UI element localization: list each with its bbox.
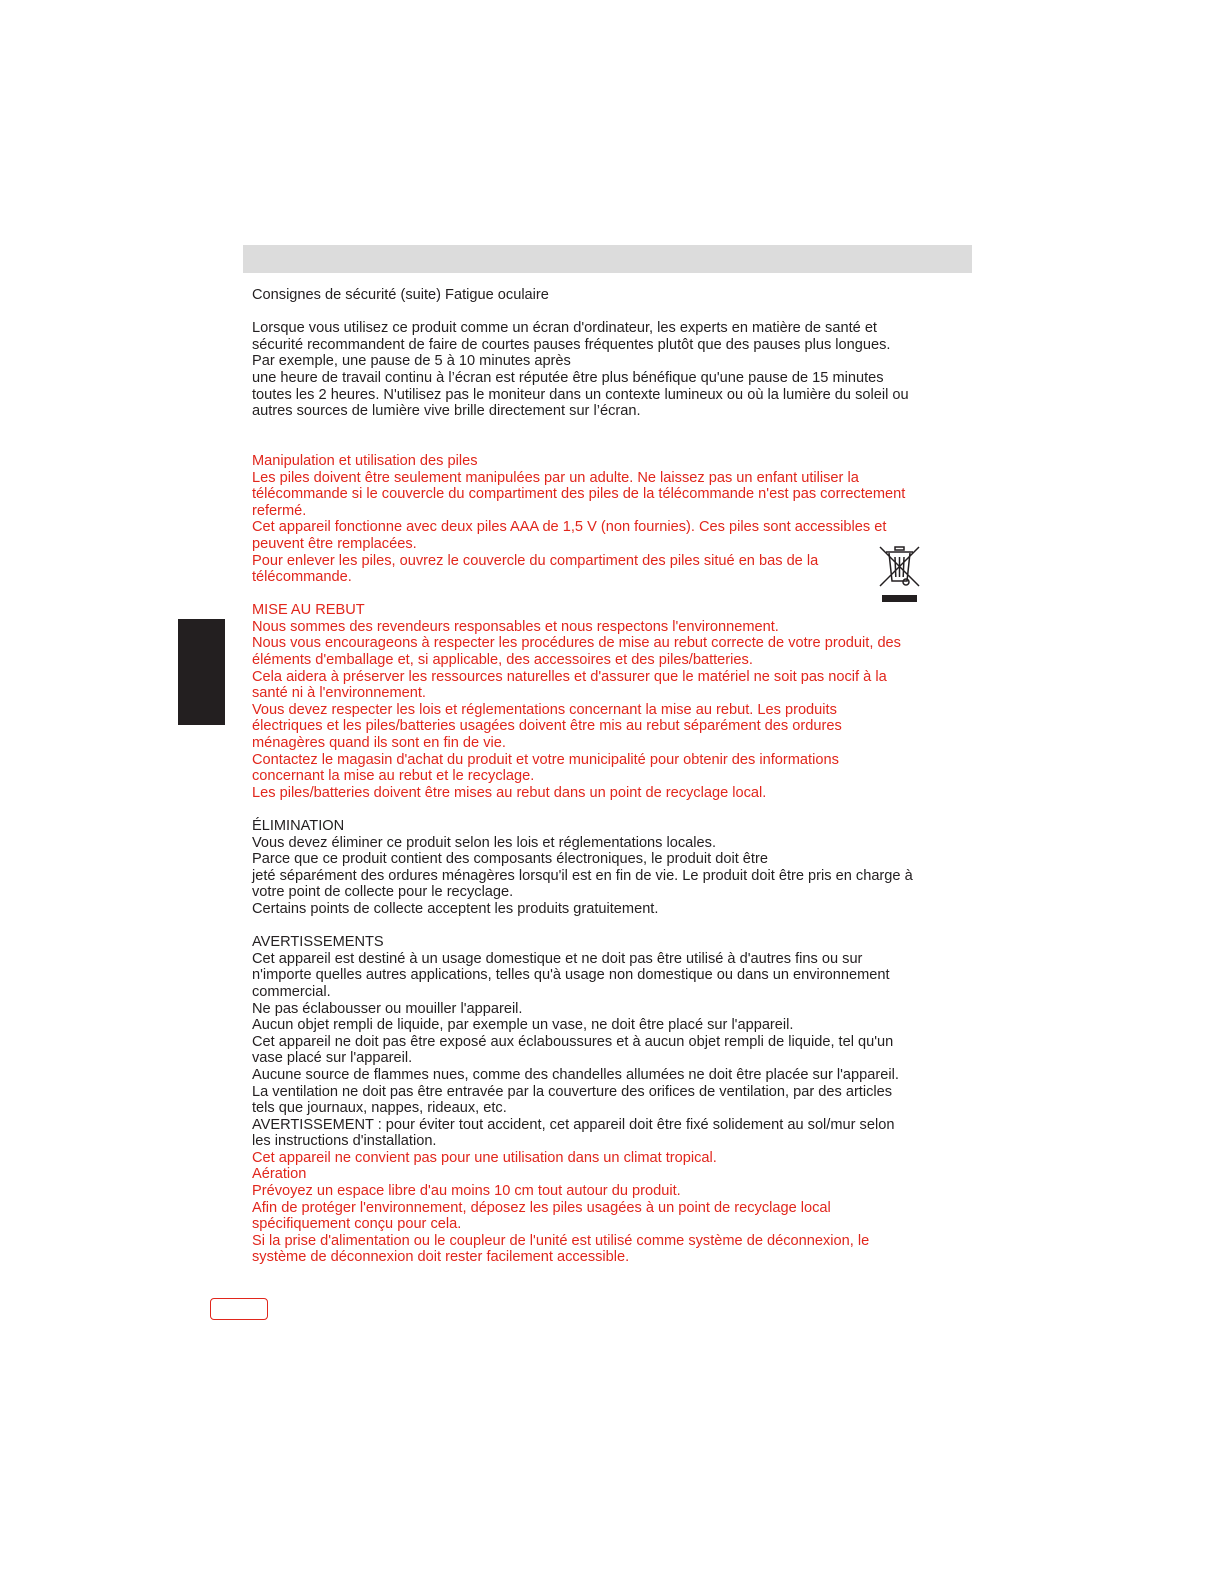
elimination-title: ÉLIMINATION [252, 818, 345, 834]
text-line: Si la prise d'alimentation ou le coupleur de l'unité est utilisé comme système de déconnexion, le [252, 1232, 870, 1249]
text-line: télécommande si le couvercle du compartiment des piles de la télécommande n'est pas correctement [252, 486, 906, 503]
text-line: concernant la mise au rebut et le recyclage. [252, 768, 535, 785]
text-line: Nous sommes des revendeurs responsables et nous respectons l'environnement. [252, 618, 779, 635]
text-line: n'importe quelles autres applications, telles qu'à usage non domestique ou dans un environnement [252, 967, 890, 984]
text-line: toutes les 2 heures. N'utilisez pas le moniteur dans un contexte lumineux ou où la lumière du soleil ou [252, 386, 909, 403]
text-line: Lorsque vous utilisez ce produit comme un écran d'ordinateur, les experts en matière de santé et [252, 320, 877, 337]
text-line: les instructions d'installation. [252, 1133, 437, 1150]
text-line: Les piles/batteries doivent être mises au rebut dans un point de recyclage local. [252, 784, 767, 801]
text-line: Aucun objet rempli de liquide, par exemple un vase, ne doit être placé sur l'appareil. [252, 1017, 794, 1034]
text-line: Nous vous encourageons à respecter les procédures de mise au rebut correcte de votre produit, des [252, 635, 901, 652]
text-line: AVERTISSEMENT : pour éviter tout accident, cet appareil doit être fixé solidement au sol/mur selon [252, 1116, 895, 1133]
text-line: Les piles doivent être seulement manipulées par un adulte. Ne laissez pas un enfant utiliser la [252, 469, 859, 486]
text-line: spécifiquement conçu pour cela. [252, 1216, 462, 1233]
text-line: Contactez le magasin d'achat du produit et votre municipalité pour obtenir des informations [252, 751, 839, 768]
text-line: Parce que ce produit contient des composants électroniques, le produit doit être [252, 851, 768, 868]
text-line: Cet appareil ne convient pas pour une utilisation dans un climat tropical. [252, 1149, 717, 1166]
text-line: Ne pas éclabousser ou mouiller l'appareil. [252, 1000, 523, 1017]
text-line: refermé. [252, 502, 307, 519]
language-side-tab [178, 619, 225, 725]
header-bar [243, 245, 972, 273]
text-line: autres sources de lumière vive brille directement sur l’écran. [252, 403, 641, 420]
intro-title: Consignes de sécurité (suite) Fatigue oculaire [252, 287, 549, 303]
text-line: Cet appareil fonctionne avec deux piles AAA de 1,5 V (non fournies). Ces piles sont accessibles et [252, 519, 887, 536]
text-line: tels que journaux, nappes, rideaux, etc. [252, 1100, 507, 1117]
warnings-title: AVERTISSEMENTS [252, 934, 384, 951]
text-line: Cela aidera à préserver les ressources naturelles et d'assurer que le matériel ne soit pas nocif à la [252, 668, 887, 685]
text-line: Prévoyez un espace libre d'au moins 10 cm tout autour du produit. [252, 1183, 681, 1200]
text-line: La ventilation ne doit pas être entravée par la couverture des orifices de ventilation, par des articles [252, 1083, 893, 1100]
text-line: Pour enlever les piles, ouvrez le couvercle du compartiment des piles situé en bas de la [252, 552, 819, 569]
text-line: vase placé sur l'appareil. [252, 1050, 413, 1067]
text-line: Aucune source de flammes nues, comme des chandelles allumées ne doit être placée sur l'appareil. [252, 1066, 899, 1083]
aeration-heading: Aération [252, 1166, 307, 1183]
text-line: ménagères quand ils sont en fin de vie. [252, 735, 506, 752]
text-line: Par exemple, une pause de 5 à 10 minutes après [252, 353, 571, 370]
text-line: santé ni à l'environnement. [252, 685, 426, 702]
text-line: électriques et les piles/batteries usagées doivent être mis au rebut séparément des ordures [252, 718, 842, 735]
disposal-title: MISE AU REBUT [252, 602, 365, 619]
text-line: système de déconnexion doit rester facilement accessible. [252, 1249, 630, 1266]
text-line: Afin de protéger l'environnement, déposez les piles usagées à un point de recyclage local [252, 1199, 831, 1216]
document-body [252, 287, 964, 1266]
text-line: Cet appareil ne doit pas être exposé aux éclaboussures et à aucun objet rempli de liquide, tel qu'un [252, 1033, 894, 1050]
text-line: commercial. [252, 983, 331, 1000]
page-number-box [210, 1298, 268, 1320]
text-line: éléments d'emballage et, si applicable, des accessoires et des piles/batteries. [252, 652, 753, 669]
batteries-title: Manipulation et utilisation des piles [252, 452, 478, 469]
text-line: votre point de collecte pour le recyclage. [252, 884, 514, 901]
text-line: jeté séparément des ordures ménagères lorsqu'il est en fin de vie. Le produit doit être pris en charge à [252, 867, 913, 884]
text-line: peuvent être remplacées. [252, 535, 417, 552]
text-line: Vous devez éliminer ce produit selon les lois et réglementations locales. [252, 834, 717, 851]
text-line: télécommande. [252, 569, 352, 586]
text-line: Cet appareil est destiné à un usage domestique et ne doit pas être utilisé à d'autres fins ou sur [252, 950, 863, 967]
text-line: sécurité recommandent de faire de courtes pauses fréquentes plutôt que des pauses plus longues. [252, 336, 891, 353]
text-line: Certains points de collecte acceptent les produits gratuitement. [252, 900, 659, 917]
text-line: une heure de travail continu à l’écran est réputée être plus bénéfique qu'une pause de 15 minutes [252, 369, 884, 386]
text-line: Vous devez respecter les lois et réglementations concernant la mise au rebut. Les produits [252, 701, 837, 718]
